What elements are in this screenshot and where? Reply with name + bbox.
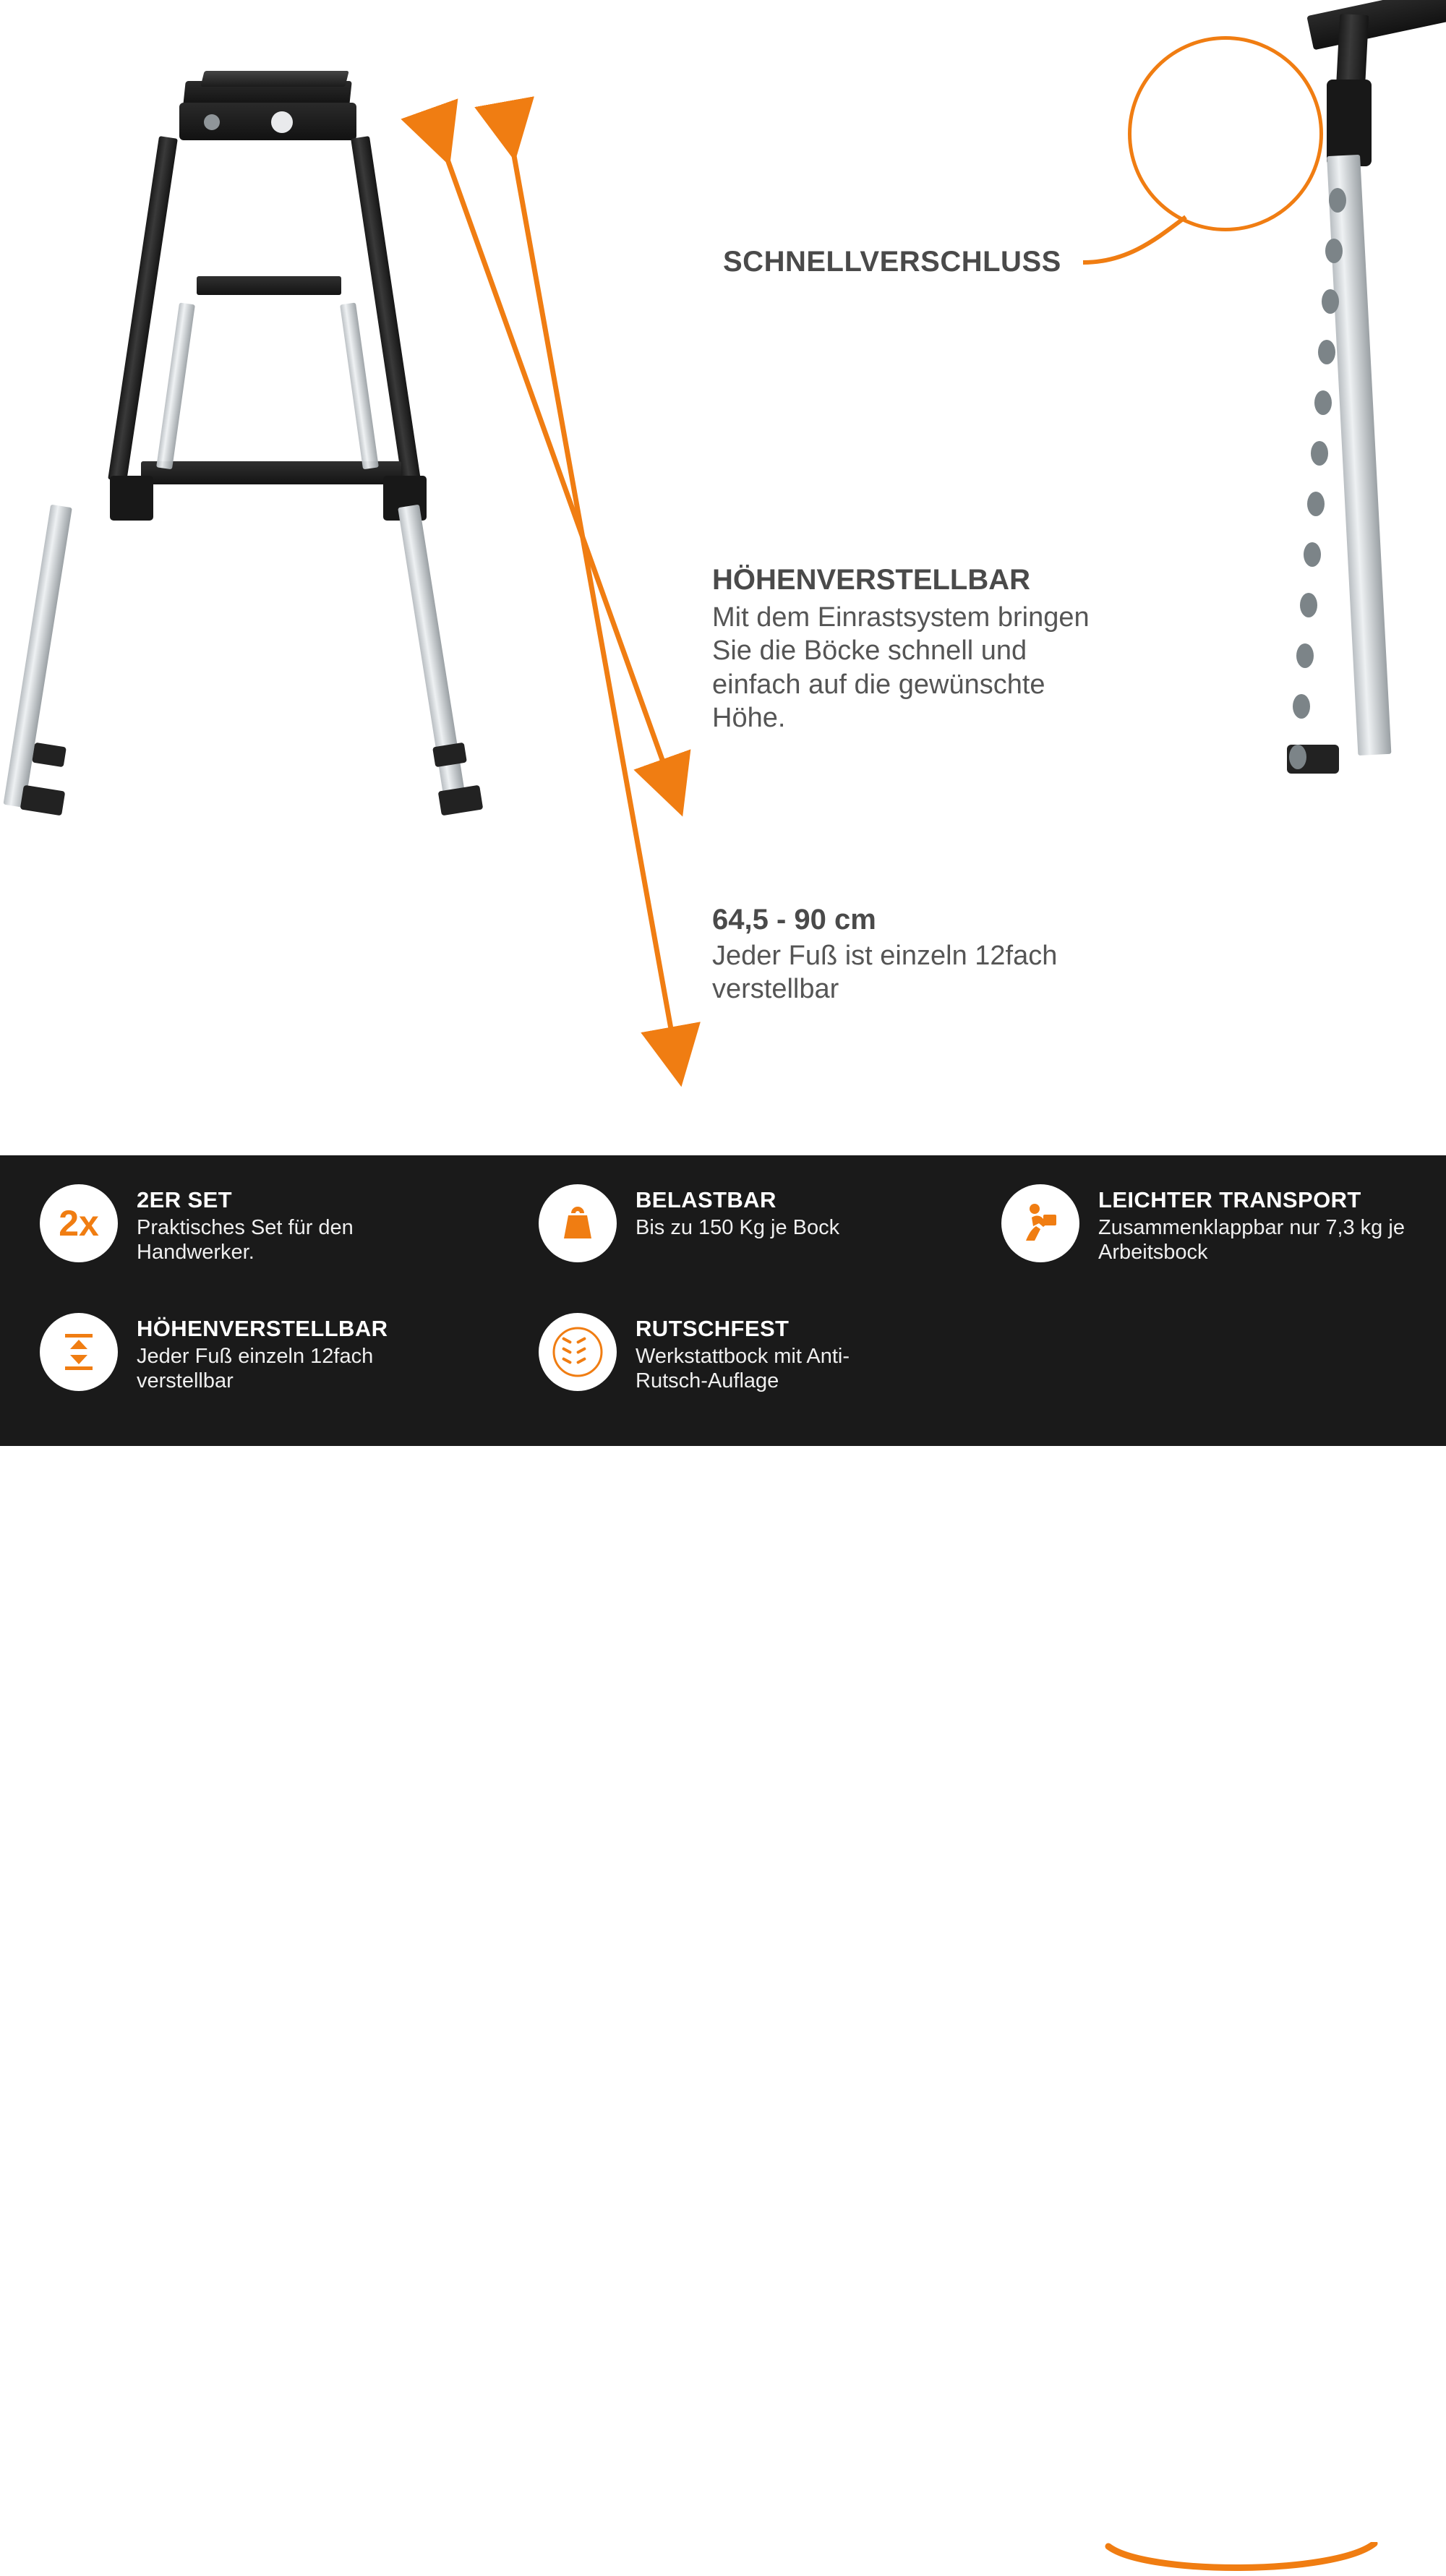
feature-desc: Jeder Fuß einzeln 12fach verstellbar: [137, 1344, 374, 1393]
brand-logo: [1084, 2489, 1395, 2576]
weight-icon: [539, 1184, 617, 1262]
feature-title: LEICHTER TRANSPORT: [1098, 1187, 1361, 1212]
feature-item-2er-set: [40, 1184, 430, 1265]
feature-item-rutschfest: [539, 1313, 915, 1394]
feature-desc: Zusammenklappbar nur 7,3 kg je Arbeitsbock: [1098, 1215, 1405, 1265]
height-arrows-icon: [40, 1313, 118, 1391]
logo-swoosh: [1095, 2542, 1385, 2575]
measurement-body: Jeder Fuß ist einzeln 12fach verstellbar: [712, 941, 1058, 1005]
feature-title: BELASTBAR: [636, 1187, 777, 1212]
height-adjust-title: HÖHENVERSTELLBAR: [712, 564, 1031, 596]
feature-item-hoehenverstellbar: [40, 1313, 430, 1394]
brand-name: Lemodo: [1137, 2487, 1343, 2545]
feature-desc: Werkstattbock mit Anti-Rutsch-Auflage: [636, 1344, 850, 1393]
badge-text: 2x: [59, 1203, 99, 1244]
measurement-title: 64,5 - 90 cm: [712, 904, 876, 936]
height-adjust-block: [712, 564, 1103, 735]
anti-slip-texture-icon: [539, 1313, 617, 1391]
feature-desc: Praktisches Set für den Handwerker.: [137, 1215, 354, 1265]
carry-person-icon: [1001, 1184, 1079, 1262]
measurement-block: [712, 904, 1103, 1006]
feature-item-belastbar: [539, 1184, 915, 1262]
feature-title: HÖHENVERSTELLBAR: [137, 1316, 388, 1341]
quick-lock-label: SCHNELLVERSCHLUSS: [723, 246, 1061, 278]
height-adjust-body: Mit dem Einrastsystem bringen Sie die Böcke schnell und einfach auf die gewünschte Höhe.: [712, 602, 1090, 734]
feature-title: 2ER SET: [137, 1187, 233, 1212]
feature-desc: Bis zu 150 Kg je Bock: [636, 1215, 840, 1239]
two-times-badge-icon: [40, 1184, 118, 1262]
feature-bar: [0, 1155, 1446, 2545]
feature-item-transport: [1001, 1184, 1421, 1265]
feature-title: RUTSCHFEST: [636, 1316, 790, 1341]
